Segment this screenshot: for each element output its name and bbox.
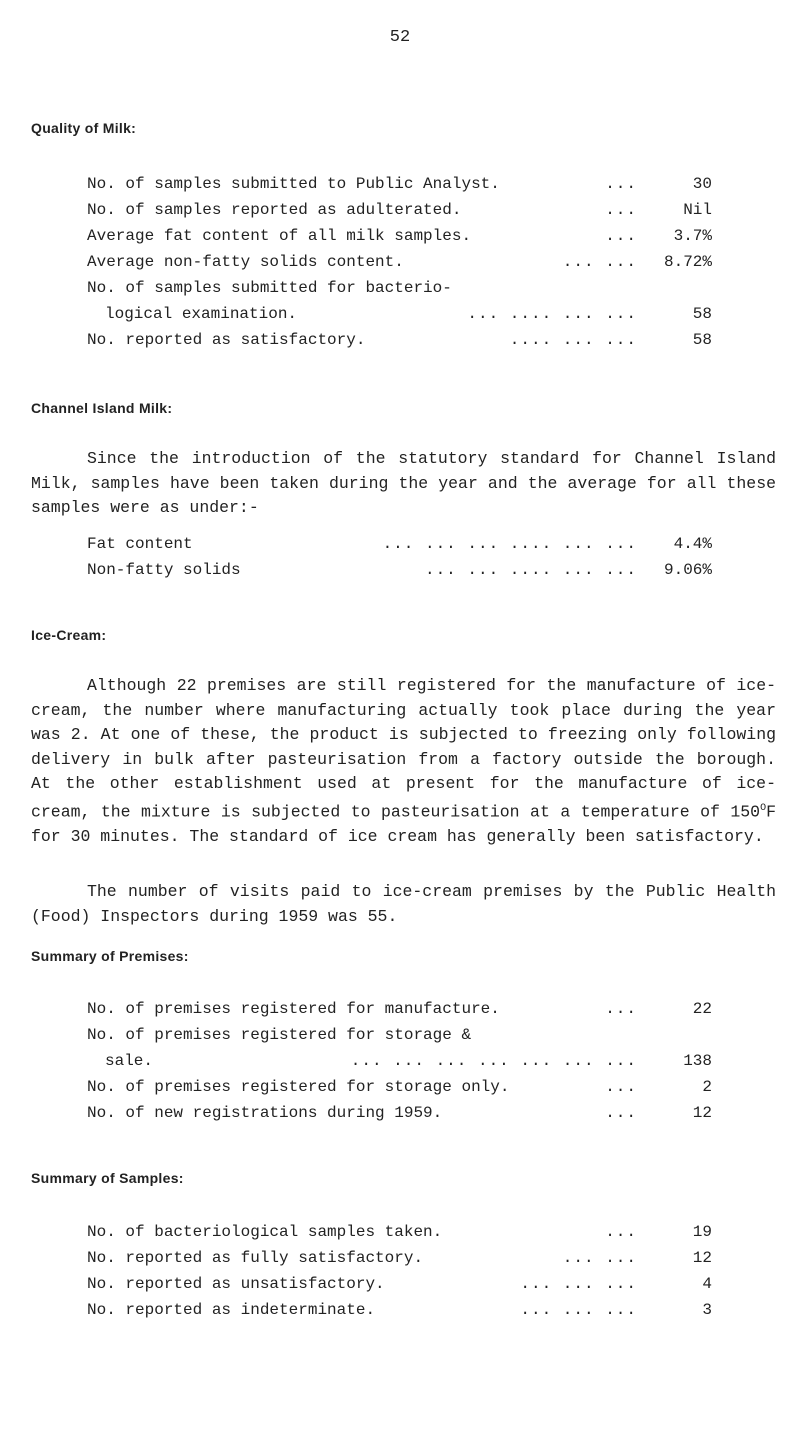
channel-island-paragraph: Since the introduction of the statutory standard for Channel Island Milk, samples have been taken during the year and the average for all these samples were as under:- — [31, 449, 776, 517]
samples-row — [87, 1220, 712, 1244]
samples-row — [87, 1298, 712, 1322]
row-label: sale. — [105, 1052, 154, 1070]
ice-cream-heading: Ice-Cream: — [31, 627, 107, 643]
quality-row — [87, 328, 712, 352]
row-label: No. of samples submitted to Public Analyst. — [87, 175, 500, 193]
row-leader-dots: ... — [605, 1078, 637, 1096]
row-label: No. of samples submitted for bacterio- — [87, 279, 452, 297]
quality-row — [87, 198, 712, 222]
quality-row — [87, 250, 712, 274]
row-value: 8.72% — [663, 253, 712, 271]
row-label: logical examination. — [105, 305, 298, 323]
degree-symbol: O — [760, 802, 767, 814]
quality-of-milk-heading: Quality of Milk: — [31, 120, 137, 136]
premises-row — [87, 997, 712, 1021]
row-label: No. reported as fully satisfactory. — [87, 1249, 424, 1267]
premises-row — [87, 1075, 712, 1099]
channel-row — [87, 532, 712, 556]
row-label: No. of premises registered for storage only. — [87, 1078, 510, 1096]
row-value: 58 — [692, 331, 712, 349]
row-leader-dots: ... — [605, 201, 637, 219]
row-value: 12 — [692, 1249, 712, 1267]
row-leader-dots: ... — [605, 227, 637, 245]
page-number: 52 — [389, 28, 411, 47]
premises-row — [87, 1023, 712, 1047]
row-label: No. of premises registered for manufacture. — [87, 1000, 500, 1018]
row-label: No. of samples reported as adulterated. — [87, 201, 462, 219]
row-label: No. of premises registered for storage & — [87, 1026, 472, 1044]
ice-cream-text-part: Although 22 premises are still registered for the manufacture of ice-cream, the number where manufacturing actually took place during the year was 2. At one of these, the product is subjected to freezing only following delivery in bulk after pasteurisation from a factory outside the borough. At the other establishment used at present for the manufacture of ice-cream, the mixture is subjected to pasteurisation at a temperature of 150 — [31, 676, 776, 821]
row-leader-dots: ... — [605, 1000, 637, 1018]
premises-row — [87, 1049, 712, 1073]
row-label: No. of bacteriological samples taken. — [87, 1223, 443, 1241]
row-leader-dots: ... — [605, 175, 637, 193]
row-label: No. reported as unsatisfactory. — [87, 1275, 385, 1293]
row-leader-dots: .... ... ... — [509, 331, 637, 349]
row-value: 19 — [692, 1223, 712, 1241]
row-label: No. reported as satisfactory. — [87, 331, 366, 349]
row-leader-dots: ... ... ... .... ... ... — [382, 535, 637, 553]
summary-of-samples-heading: Summary of Samples: — [31, 1170, 184, 1186]
row-value: 9.06% — [663, 561, 712, 579]
row-leader-dots: ... ... ... — [520, 1301, 637, 1319]
samples-row — [87, 1272, 712, 1296]
row-value: 138 — [683, 1052, 712, 1070]
row-value: 4 — [702, 1275, 712, 1293]
quality-row — [87, 172, 712, 196]
row-label: No. of new registrations during 1959. — [87, 1104, 443, 1122]
row-value: 12 — [692, 1104, 712, 1122]
quality-row — [87, 224, 712, 248]
quality-row — [87, 276, 712, 300]
row-value: 30 — [692, 175, 712, 193]
row-leader-dots: ... ... — [562, 1249, 637, 1267]
row-label: No. reported as indeterminate. — [87, 1301, 376, 1319]
row-leader-dots: ... ... ... ... ... ... ... — [350, 1052, 637, 1070]
row-value: 3.7% — [673, 227, 712, 245]
row-leader-dots: ... ... ... — [520, 1275, 637, 1293]
row-leader-dots: ... ... .... ... ... — [424, 561, 637, 579]
row-label: Average non-fatty solids content. — [87, 253, 404, 271]
premises-row — [87, 1101, 712, 1125]
row-label: Fat content — [87, 535, 193, 553]
row-value: 3 — [702, 1301, 712, 1319]
row-label: Average fat content of all milk samples. — [87, 227, 472, 245]
quality-row — [87, 302, 712, 326]
row-value: 2 — [702, 1078, 712, 1096]
inspection-visits-paragraph: The number of visits paid to ice-cream premises by the Public Health (Food) Inspectors during 1959 was 55. — [31, 882, 776, 926]
ice-cream-text-part: F for 30 minutes. The standard of ice cream has generally been satisfactory. — [31, 802, 776, 846]
ice-cream-paragraph — [31, 674, 776, 849]
summary-of-premises-heading: Summary of Premises: — [31, 948, 189, 964]
channel-row — [87, 558, 712, 582]
row-value: 58 — [692, 305, 712, 323]
row-leader-dots: ... — [605, 1223, 637, 1241]
row-leader-dots: ... — [605, 1104, 637, 1122]
channel-island-milk-heading: Channel Island Milk: — [31, 400, 173, 416]
row-value: 4.4% — [673, 535, 712, 553]
row-leader-dots: ... ... — [562, 253, 637, 271]
row-value: Nil — [683, 201, 712, 219]
row-value: 22 — [692, 1000, 712, 1018]
samples-row — [87, 1246, 712, 1270]
row-leader-dots: ... .... ... ... — [467, 305, 637, 323]
row-label: Non-fatty solids — [87, 561, 241, 579]
